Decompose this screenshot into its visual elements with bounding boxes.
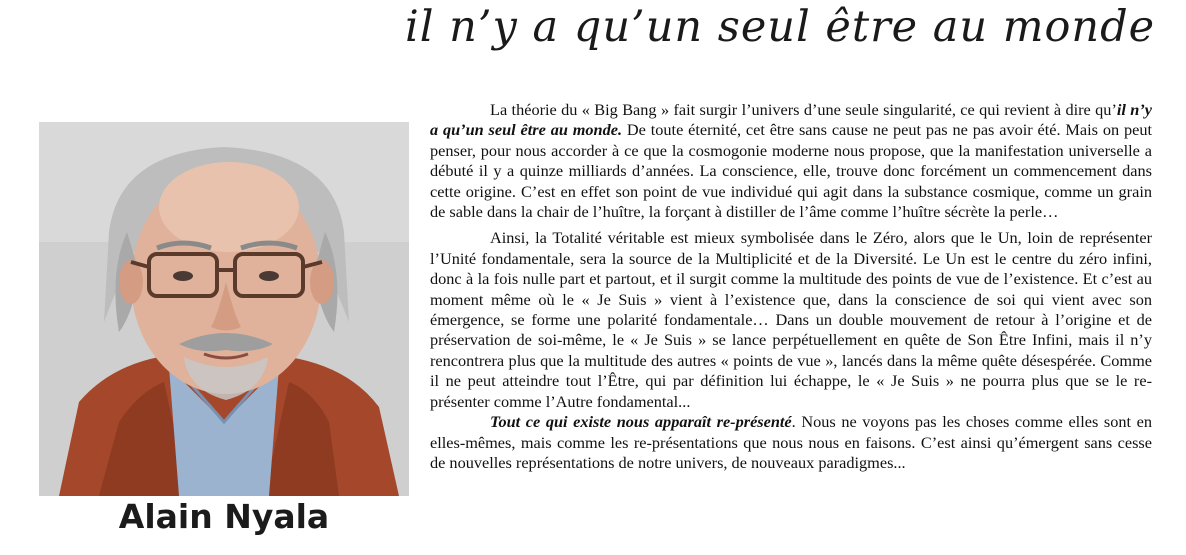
paragraph-3: [430, 412, 1152, 473]
paragraph-1-intro: La théorie du « Big Bang » fait surgir l’univers d’une seule singularité, ce qui revient à dire qu’: [490, 100, 1117, 119]
paragraph-3-rest: . Nous ne voyons pas les choses comme elles sont en elles-mêmes, mais comme les re-présentations que nous nous en faisons. C’est ainsi qu’émergent sans cesse de nouvelles représentations de notre univers, de nouveaux paradigmes...: [430, 412, 1153, 472]
portrait-illustration: [39, 122, 409, 496]
page-title: il n’y a qu’un seul être au monde: [405, 2, 1156, 52]
paragraph-1: [430, 100, 1152, 222]
article-body: [430, 100, 1152, 479]
paragraph-2: Ainsi, la Totalité véritable est mieux symbolisée dans le Zéro, alors que le Un, loin de représenter l’Unité fondamentale, sera la source de la Multiplicité et de la Diversité. Le Un est le centre du zéro infini, donc à la fois nulle part et partout, et il surgit comme la multitude des points de vue de l’existence. Et c’est au moment même où le « Je Suis » vient à l’existence que, dans la conscience de soi qui vient avec son émergence, se forme une polarité fondamentale… Dans un double mouvement de retour à l’origine et de préservation de soi-même, le « Je Suis » se lance perpétuellement en quête de Son Être Infini, mais il n’y rencontrera plus que la multitude des autres « points de vue », lancés dans la même quête désespérée. Comme il ne peut atteindre tout l’Être, qui par définition lui échappe, le « Je Suis » ne pourra plus que se le re-présenter comme l’Autre fondamental...: [430, 228, 1152, 411]
paragraph-1-rest: De toute éternité, cet être sans cause ne peut pas ne pas avoir été. Mais on peut penser, pour nous accorder à ce que la cosmogonie moderne nous propose, que la manifestation universelle a débuté il y a quinze milliards d’années. La conscience, elle, trouve donc forcément un commencement dans cette origine. C’est en effet son point de vue individué qui agit dans la substance cosmique, comme un grain de sable dans la chair de l’huître, la forçant à distiller de l’âme comme l’huître sécrète la perle…: [430, 120, 1153, 222]
author-photo: [39, 122, 409, 496]
author-name: Alain Nyala: [118, 497, 330, 536]
paragraph-3-emphasis: Tout ce qui existe nous apparaît re-présenté: [490, 412, 792, 432]
paragraph-1-emphasis: il n’y a qu’un seul être au monde.: [430, 100, 1153, 140]
